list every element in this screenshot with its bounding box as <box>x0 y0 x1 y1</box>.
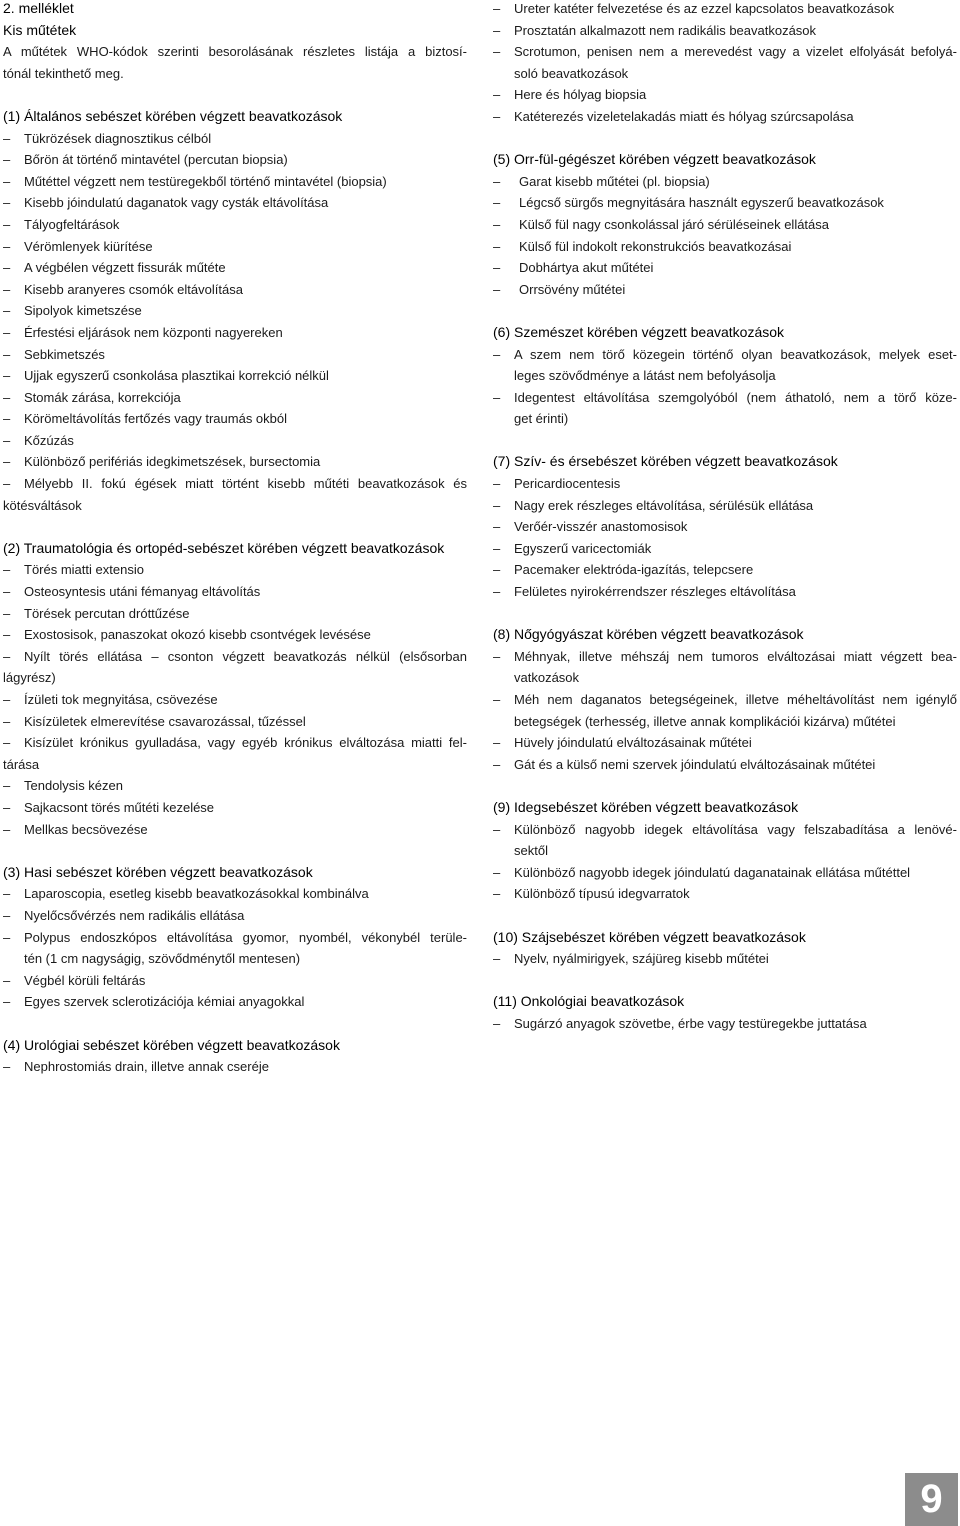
dash-bullet: – <box>493 87 501 103</box>
list-item-continuation: tárása <box>3 756 40 772</box>
section-heading-ophthalmology: (6) Szemészet körében végzett beavatkozások <box>493 323 785 340</box>
dash-bullet: – <box>493 108 501 124</box>
dash-bullet: – <box>3 1059 11 1075</box>
document-title: Kis műtétek <box>3 21 77 38</box>
list-item: – Nagy erek részleges eltávolítása, sérülésük ellátása <box>493 495 957 517</box>
list-item: – Különböző nagyobb idegek eltávolítása vagy felszabadítása a lenövé- sektől <box>493 819 957 862</box>
list-item: – Idegentest eltávolítása szemgolyóból (nem áthatoló, nem a törő köze- get érinti) <box>493 387 957 430</box>
dash-bullet: – <box>3 281 11 297</box>
dash-bullet: – <box>493 238 501 254</box>
list-item: – Sugárzó anyagok szövetbe, érbe vagy testüregekbe juttatása <box>493 1013 957 1035</box>
section-heading-urology: (4) Urológiai sebészet körében végzett beavatkozások <box>3 1036 340 1053</box>
left-column <box>3 0 467 1078</box>
dash-bullet: – <box>493 476 501 492</box>
list-item: – Ureter katéter felvezetése és az ezzel kapcsolatos beavatkozások <box>493 0 957 20</box>
list-item: – Kisízületek elmerevítése csavarozással, tűzéssel <box>3 711 467 733</box>
intro-text-line-2: tónál tekinthető meg. <box>3 65 124 81</box>
list-item: – Kőzúzás <box>3 430 467 452</box>
section-heading-general-surgery: (1) Általános sebészet körében végzett beavatkozások <box>3 107 343 124</box>
dash-bullet: – <box>3 648 11 664</box>
list-item: – Orrsövény műtétei <box>493 279 957 301</box>
dash-bullet: – <box>493 195 501 211</box>
section-list-urology-part-2 <box>493 0 957 128</box>
dash-bullet: – <box>3 238 11 254</box>
list-item: – Különböző nagyobb idegek jóindulatú daganatainak ellátása műtéttel <box>493 862 957 884</box>
list-item: – Különböző típusú idegvarratok <box>493 883 957 905</box>
list-item: – Sajkacsont törés műtéti kezelése <box>3 797 467 819</box>
list-item: – A szem nem törő közegein történő olyan beavatkozások, melyek eset- leges szövődménye a látást nem befolyásolja <box>493 344 957 387</box>
page-number: 9 <box>905 1473 958 1526</box>
dash-bullet: – <box>3 432 11 448</box>
dash-bullet: – <box>3 411 11 427</box>
dash-bullet: – <box>3 713 11 729</box>
list-item: – Sipolyok kimetszése <box>3 300 467 322</box>
section-list-neurosurgery <box>493 819 957 905</box>
dash-bullet: – <box>493 735 501 751</box>
dash-bullet: – <box>3 584 11 600</box>
dash-bullet: – <box>493 389 501 405</box>
dash-bullet: – <box>493 1015 501 1031</box>
dash-bullet: – <box>3 368 11 384</box>
list-item: – Ízületi tok megnyitása, csövezése <box>3 689 467 711</box>
dash-bullet: – <box>3 886 11 902</box>
dash-bullet: – <box>3 152 11 168</box>
list-item: – Gát és a külső nemi szervek jóindulatú elváltozásainak műtétei <box>493 754 957 776</box>
dash-bullet: – <box>493 44 501 60</box>
section-heading-gynecology: (8) Nőgyógyászat körében végzett beavatkozások <box>493 626 804 643</box>
list-item: – Here és hólyag biopsia <box>493 84 957 106</box>
list-item: – Polypus endoszkópos eltávolítása gyomor, nyombél, vékonybél terüle- tén (1 cm nagyságig, szövődménytől mentesen) <box>3 927 467 970</box>
list-item: – Nyelőcsővérzés nem radikális ellátása <box>3 905 467 927</box>
dash-bullet: – <box>3 562 11 578</box>
list-item: – A végbélen végzett fissurák műtéte <box>3 257 467 279</box>
list-item: – Méhnyak, illetve méhszáj nem tumoros elváltozásai miatt végzett bea- vatkozások <box>493 646 957 689</box>
list-item: – Pericardiocentesis <box>493 473 957 495</box>
list-item: – Méh nem daganatos betegségeinek, illetve méheltávolítást nem igénylő betegségek (terhesség, illetve annak komplikációi kizárva) műtétei <box>493 689 957 732</box>
dash-bullet: – <box>3 324 11 340</box>
dash-bullet: – <box>3 130 11 146</box>
list-item: – Légcső sürgős megnyitására használt egyszerű beavatkozások <box>493 192 957 214</box>
list-item: – Nyelv, nyálmirigyek, szájüreg kisebb műtétei <box>493 948 957 970</box>
annex-label: 2. melléklet <box>3 0 74 16</box>
dash-bullet: – <box>493 648 501 664</box>
dash-bullet: – <box>493 497 501 513</box>
list-item: – Mélyebb II. fokú égések miatt történt kisebb műtéti beavatkozások és <box>3 473 467 495</box>
dash-bullet: – <box>3 195 11 211</box>
dash-bullet: – <box>493 886 501 902</box>
dash-bullet: – <box>3 994 11 1010</box>
dash-bullet: – <box>3 907 11 923</box>
section-list-oral-surgery <box>493 948 957 970</box>
list-item: – Törések percutan dróttűzése <box>3 603 467 625</box>
list-item: – Műtéttel végzett nem testüregekből történő mintavétel (biopsia) <box>3 171 467 193</box>
section-heading-ent: (5) Orr-fül-gégészet körében végzett beavatkozások <box>493 151 816 168</box>
list-item: – Nephrostomiás drain, illetve annak cseréje <box>3 1056 467 1078</box>
dash-bullet: – <box>3 303 11 319</box>
section-list-abdominal-surgery <box>3 883 467 1013</box>
dash-bullet: – <box>3 476 11 492</box>
list-item: – Verőér-visszér anastomosisok <box>493 516 957 538</box>
dash-bullet: – <box>493 864 501 880</box>
dash-bullet: – <box>3 929 11 945</box>
dash-bullet: – <box>493 692 501 707</box>
list-item: – Felületes nyirokérrendszer részleges eltávolítása <box>493 581 957 603</box>
dash-bullet: – <box>493 562 501 578</box>
list-item: – Tendolysis kézen <box>3 775 467 797</box>
dash-bullet: – <box>493 1 501 16</box>
dash-bullet: – <box>493 756 501 772</box>
dash-bullet: – <box>3 260 11 276</box>
list-item: – Exostosisok, panaszokat okozó kisebb csontvégek levésése <box>3 624 467 646</box>
dash-bullet: – <box>3 173 11 189</box>
section-list-ent <box>493 171 957 301</box>
dash-bullet: – <box>493 346 501 362</box>
list-item: – Prosztatán alkalmazott nem radikális beavatkozások <box>493 20 957 42</box>
section-list-cardiovascular <box>493 473 957 603</box>
section-list-oncology <box>493 1013 957 1035</box>
section-heading-oncology: (11) Onkológiai beavatkozások <box>493 993 685 1010</box>
list-item: – Külső fül nagy csonkolással járó sérüléseinek ellátása <box>493 214 957 236</box>
list-item: – Érfestési eljárások nem központi nagyereken <box>3 322 467 344</box>
right-column <box>493 0 957 1035</box>
dash-bullet: – <box>493 260 501 276</box>
list-item: – Egyszerű varicectomiák <box>493 538 957 560</box>
section-list-urology-part-1 <box>3 1056 467 1078</box>
list-item: – Tükrözések diagnosztikus célból <box>3 128 467 150</box>
list-item: – Dobhártya akut műtétei <box>493 257 957 279</box>
section-heading-abdominal-surgery: (3) Hasi sebészet körében végzett beavatkozások <box>3 863 313 880</box>
list-item: – Végbél körüli feltárás <box>3 970 467 992</box>
list-item-continuation: lágyrész) <box>3 670 56 686</box>
dash-bullet: – <box>3 389 11 405</box>
list-item: – Stomák zárása, korrekciója <box>3 387 467 409</box>
list-item: – Vérömlenyek kiürítése <box>3 236 467 258</box>
list-item: – Törés miatti extensio <box>3 559 467 581</box>
section-list-traumatology <box>3 559 467 840</box>
dash-bullet: – <box>3 216 11 232</box>
list-item: – Katéterezés vizeletelakadás miatt és hólyag szúrcsapolása <box>493 106 957 128</box>
list-item: – Körömeltávolítás fertőzés vagy traumás okból <box>3 408 467 430</box>
list-item: – Osteosyntesis utáni fémanyag eltávolítás <box>3 581 467 603</box>
dash-bullet: – <box>493 519 501 535</box>
dash-bullet: – <box>493 173 501 189</box>
list-item: – Mellkas becsövezése <box>3 819 467 841</box>
dash-bullet: – <box>493 216 501 232</box>
dash-bullet: – <box>493 951 501 967</box>
dash-bullet: – <box>3 605 11 621</box>
list-item: – Pacemaker elektróda-igazítás, telepcsere <box>493 559 957 581</box>
list-item: – Kisebb aranyeres csomók eltávolítása <box>3 279 467 301</box>
dash-bullet: – <box>493 540 501 556</box>
list-item: – Tályogfeltárások <box>3 214 467 236</box>
dash-bullet: – <box>493 281 501 297</box>
dash-bullet: – <box>493 584 501 600</box>
dash-bullet: – <box>3 778 11 794</box>
list-item: – Kisízület krónikus gyulladása, vagy egyéb krónikus elváltozása miatti fel- <box>3 732 467 754</box>
dash-bullet: – <box>3 972 11 988</box>
dash-bullet: – <box>3 627 11 643</box>
list-item: – Bőrön át történő mintavétel (percutan biopsia) <box>3 149 467 171</box>
list-item: – Különböző perifériás idegkimetszések, bursectomia <box>3 451 467 473</box>
section-heading-oral-surgery: (10) Szájsebészet körében végzett beavatkozások <box>493 928 806 945</box>
list-item: – Sebkimetszés <box>3 344 467 366</box>
section-list-gynecology <box>493 646 957 776</box>
dash-bullet: – <box>3 735 11 751</box>
list-item: – Scrotumon, penisen nem a merevedést vagy a vizelet elfolyását befolyá- soló beavatkozások <box>493 41 957 84</box>
list-item: – Kisebb jóindulatú daganatok vagy cysták eltávolítása <box>3 192 467 214</box>
list-item: – Hüvely jóindulatú elváltozásainak műtétei <box>493 732 957 754</box>
intro-text-line-1: A műtétek WHO-kódok szerinti besorolásának részletes listája a biztosí- <box>3 44 467 60</box>
section-list-general-surgery <box>3 128 467 517</box>
list-item: – Garat kisebb műtétei (pl. biopsia) <box>493 171 957 193</box>
dash-bullet: – <box>3 454 11 470</box>
list-item: – Nyílt törés ellátása – csonton végzett beavatkozás nélkül (elsősorban <box>3 646 467 668</box>
list-item: – Egyes szervek sclerotizációja kémiai anyagokkal <box>3 991 467 1013</box>
dash-bullet: – <box>3 799 11 815</box>
section-heading-neurosurgery: (9) Idegsebészet körében végzett beavatkozások <box>493 798 799 815</box>
section-list-ophthalmology <box>493 344 957 430</box>
dash-bullet: – <box>493 821 501 837</box>
list-item: – Laparoscopia, esetleg kisebb beavatkozásokkal kombinálva <box>3 883 467 905</box>
dash-bullet: – <box>3 692 11 707</box>
dash-bullet: – <box>493 22 501 38</box>
section-heading-traumatology: (2) Traumatológia és ortopéd-sebészet körében végzett beavatkozások <box>3 539 445 556</box>
dash-bullet: – <box>3 346 11 362</box>
list-item: – Külső fül indokolt rekonstrukciós beavatkozásai <box>493 236 957 258</box>
dash-bullet: – <box>3 821 11 837</box>
list-item: – Ujjak egyszerű csonkolása plasztikai korrekció nélkül <box>3 365 467 387</box>
list-item-continuation: kötésváltások <box>3 497 82 513</box>
section-heading-cardiovascular: (7) Szív- és érsebészet körében végzett beavatkozások <box>493 453 838 470</box>
